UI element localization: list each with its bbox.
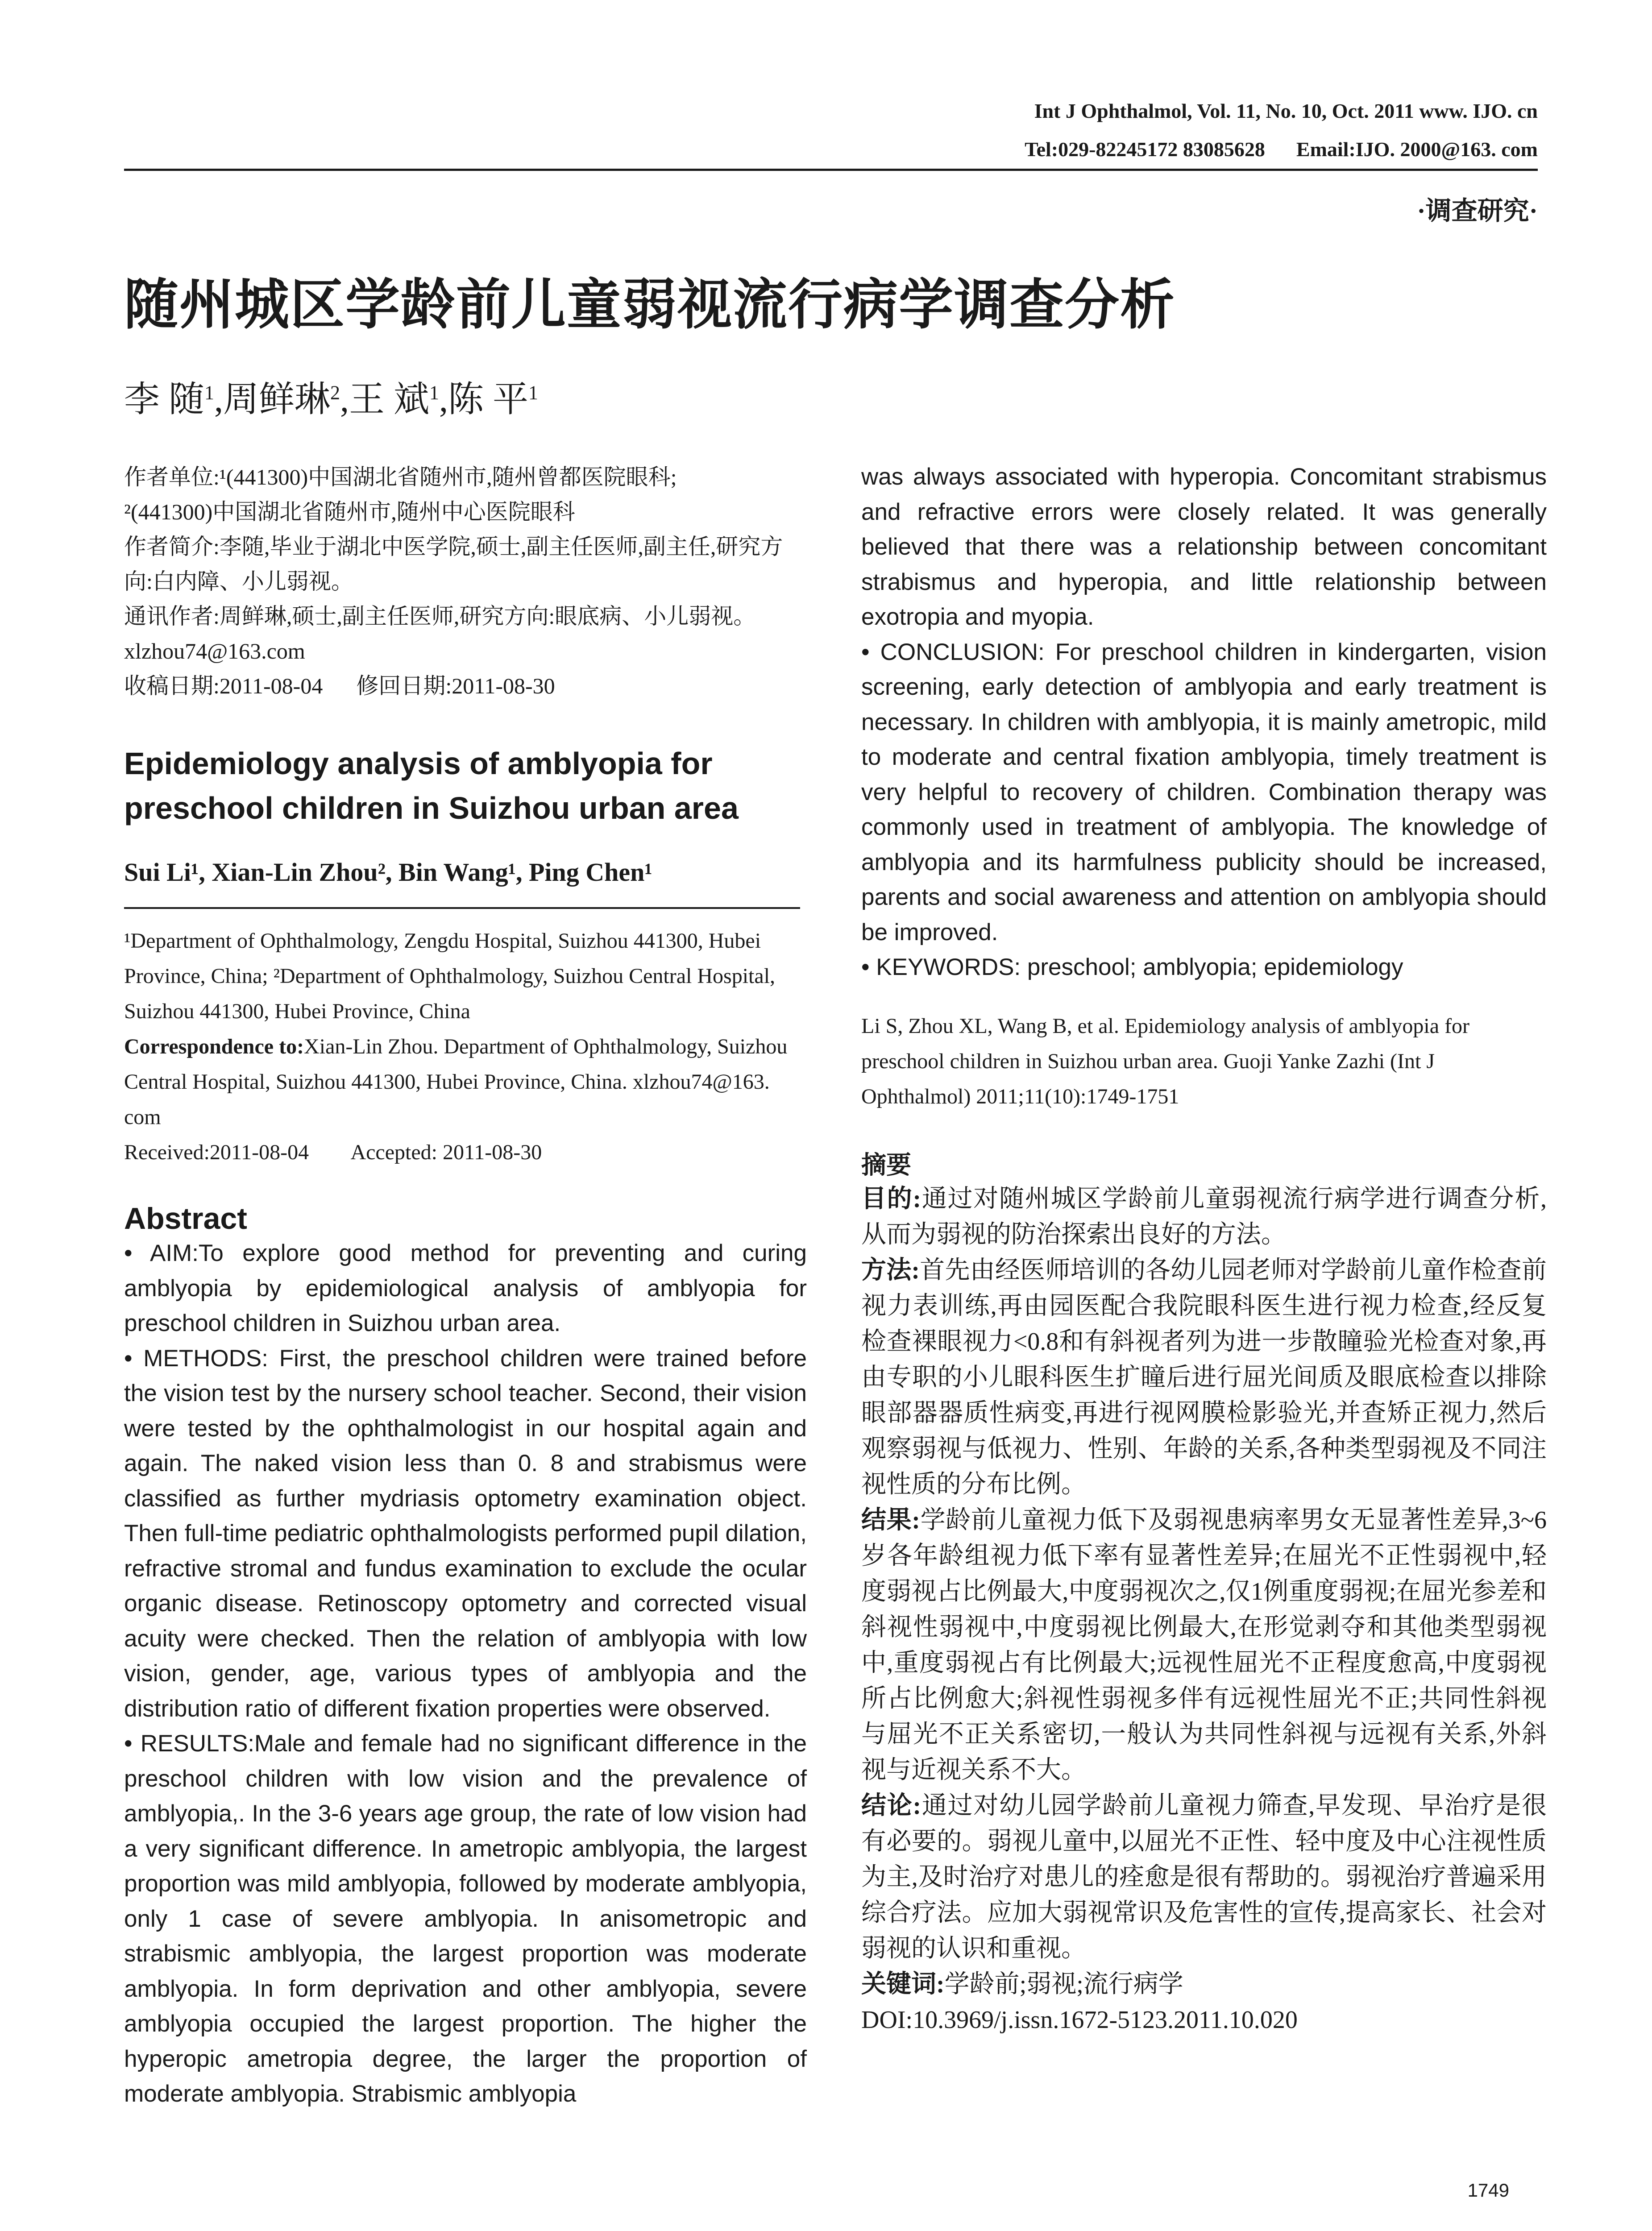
- page-number: 1749: [1467, 2180, 1509, 2201]
- authors-zh: 李 随$^1$,周鲜琳$^2$,王 斌$^1$,陈 平$^1$: [124, 380, 538, 419]
- abstract-zh-results: 结果:学龄前儿童视力低下及弱视患病率男女无显著性差异,3~6岁各年龄组视力低下率有显著性差异;在屈光不正性弱视中,轻度弱视占比例最大,中度弱视次之,仅1例重度弱视;在屈光参差和斜视性弱视中,中度弱视比例最大,在形觉剥夺和其他类型弱视中,重度弱视占有比例最大;远视性屈光不正程度愈高,中度弱视所占比例愈大;斜视性弱视多伴有远视性屈光不正;共同性斜视与屈光不正关系密切,一般认为共同性斜视与远视有关系,外斜视与近视关系不大。: [861, 1506, 1547, 1784]
- author-sup: 1: [528, 382, 538, 404]
- abstract-results-cont: was always associated with hyperopia. Concomitant strabismus and refractive errors were closely related. It was generally believed that there was a relationship between concomitant strabismus and hyperopia, and little relationship between exotropia and myopia.: [861, 464, 1547, 630]
- journal-contact: [1025, 137, 1538, 161]
- abstract-keywords: • KEYWORDS: preschool; amblyopia; epidemiology: [861, 954, 1403, 980]
- dates-zh: 收稿日期:2011-08-04 修回日期:2011-08-30: [124, 673, 555, 698]
- abstract-zh-aim-label: 目的:: [861, 1185, 921, 1213]
- citation: Li S, Zhou XL, Wang B, et al. Epidemiology analysis of amblyopia for preschool children in Suizhou urban area. Guoji Yanke Zazhi (Int J Ophthalmol) 2011;11(10):1749-1751: [861, 1014, 1470, 1108]
- left-column: [124, 460, 807, 2112]
- journal-email: Email:IJO. 2000@163. com: [1296, 138, 1538, 161]
- doi: DOI:10.3969/j.issn.1672-5123.2011.10.020: [861, 2006, 1298, 2034]
- correspondence-label: Correspondence to:: [124, 1035, 304, 1058]
- abstract-body-left: [124, 1236, 807, 2112]
- article-title-en: Epidemiology analysis of amblyopia for preschool children in Suizhou urban area: [124, 746, 739, 825]
- correspondence-en: [124, 1029, 807, 1135]
- author-sup: 2: [330, 382, 340, 404]
- abstract-zh-keywords: 关键词:学龄前;弱视;流行病学: [861, 1970, 1183, 1998]
- affiliation-zh-2: ²(441300)中国湖北省随州市,随州中心医院眼科: [124, 499, 575, 524]
- journal-phone: Tel:029-82245172 83085628: [1025, 138, 1265, 161]
- abstract-results: • RESULTS:Male and female had no significant difference in the preschool children with low vision and the prevalence of amblyopia,. In the 3-6 years age group, the rate of low vision had a very significant difference. In ametropic amblyopia, the largest proportion was mild amblyopia, followed by moderate amblyopia, only 1 case of severe amblyopia. In anisometropic and strabismic amblyopia, the largest proportion was moderate amblyopia. In form deprivation and other amblyopia, severe amblyopia occupied the largest proportion. The higher the hyperopic ametropia degree, the larger the proportion of moderate amblyopia. Strabismic amblyopia: [124, 1730, 807, 2107]
- abstract-conclusion: • CONCLUSION: For preschool children in kindergarten, vision screening, early detection of amblyopia and early treatment is necessary. In children with amblyopia, it is mainly ametropic, mild to moderate and central fixation amblyopia, timely treatment is very helpful to recovery of children. Combination therapy was commonly used in treatment of amblyopia. The knowledge of amblyopia and its harmfulness publicity should be increased, parents and social awareness and attention on amblyopia should be improved.: [861, 639, 1547, 945]
- abstract-zh-methods-label: 方法:: [861, 1256, 920, 1284]
- author-zh: 周鲜琳: [223, 380, 330, 419]
- abstract-zh-methods: 方法:首先由经医师培训的各幼儿园老师对学龄前儿童作检查前视力表训练,再由园医配合我院眼科医生进行视力检查,经反复检查裸眼视力<0.8和有斜视者列为进一步散瞳验光检查对象,再由专职的小儿眼科医生扩瞳后进行屈光间质及眼底检查以排除眼部器器质性病变,再进行视网膜检影验光,并查矫正视力,然后观察弱视与低视力、性别、年龄的关系,各种类型弱视及不同注视性质的分布比例。: [861, 1256, 1547, 1498]
- received-dates: Received:2011-08-04 Accepted: 2011-08-30: [124, 1140, 542, 1164]
- abstract-zh-heading: 摘要: [861, 1151, 911, 1179]
- affiliation-zh-1: 作者单位:¹(441300)中国湖北省随州市,随州曾都医院眼科;: [124, 464, 677, 489]
- abstract-aim: • AIM:To explore good method for preventing and curing amblyopia by epidemiological analysis of amblyopia for preschool children in Suizhou urban area.: [124, 1240, 807, 1336]
- header-rule: [124, 169, 1538, 171]
- authors-en: Sui Li¹, Xian-Lin Zhou², Bin Wang¹, Ping Chen¹: [124, 858, 652, 887]
- author-sup: 1: [429, 382, 439, 404]
- affiliation-en-text: ¹Department of Ophthalmology, Zengdu Hospital, Suizhou 441300, Hubei Province, China; ²Department of Ophthalmology, Suizhou Central Hospital, Suizhou 441300, Hubei Province, China: [124, 929, 776, 1023]
- abstract-zh-results-label: 结果:: [861, 1506, 920, 1534]
- affiliation-en: [124, 923, 807, 1170]
- author-bio-zh: 作者简介:李随,毕业于湖北中医学院,硕士,副主任医师,副主任,研究方向:白内障、小儿弱视。: [124, 534, 783, 594]
- corresponding-author-zh: 通讯作者:周鲜琳,硕士,副主任医师,研究方向:眼底病、小儿弱视。xlzhou74@163.com: [124, 604, 756, 663]
- abstract-zh-conclusion: 结论:通过对幼儿园学龄前儿童视力筛查,早发现、早治疗是很有必要的。弱视儿童中,以屈光不正性、轻中度及中心注视性质为主,及时治疗对患儿的痊愈是很有帮助的。弱视治疗普遍采用综合疗法。应加大弱视常识及危害性的宣传,提高家长、社会对弱视的认识和重视。: [861, 1791, 1547, 1962]
- abstract-heading: Abstract: [124, 1202, 247, 1236]
- abstract-zh-aim: 目的:通过对随州城区学龄前儿童弱视流行病学进行调查分析,从而为弱视的防治探索出良好的方法。: [861, 1185, 1547, 1248]
- abstract-zh-conclusion-label: 结论:: [861, 1791, 921, 1820]
- abstract-zh-body: [861, 1181, 1547, 2038]
- correspondence-text: Xian-Lin Zhou. Department of Ophthalmology, Suizhou Central Hospital, Suizhou 441300, Hubei Province, China. xlzhou74@163. com: [124, 1035, 788, 1129]
- authors-rule: [124, 907, 800, 909]
- article-title-zh: 随州城区学龄前儿童弱视流行病学调查分析: [124, 275, 1175, 336]
- author-zh: 王 斌: [349, 380, 429, 419]
- author-info-zh: [124, 460, 807, 703]
- abstract-zh-keywords-label: 关键词:: [861, 1970, 945, 1998]
- section-tag: ·调查研究·: [1417, 196, 1538, 225]
- abstract-body-right: [861, 460, 1547, 985]
- author-zh: 陈 平: [448, 380, 528, 419]
- author-sup: 1: [204, 382, 214, 404]
- journal-header: Int J Ophthalmol, Vol. 11, No. 10, Oct. 2011 www. IJO. cn: [1034, 100, 1538, 122]
- author-zh: 李 随: [124, 380, 204, 419]
- abstract-methods: • METHODS: First, the preschool children were trained before the vision test by the nursery school teacher. Second, their vision were tested by the ophthalmologist in our hospital again and again. The naked vision less than 0. 8 and strabismus were classified as further mydriasis optometry examination object. Then full-time pediatric ophthalmologists performed pupil dilation, refractive stromal and fundus examination to exclude the ocular organic disease. Retinoscopy optometry and corrected visual acuity were checked. Then the relation of amblyopia with low vision, gender, age, various types of amblyopia and the distribution ratio of different fixation properties were observed.: [124, 1345, 807, 1722]
- right-column: [861, 460, 1547, 2038]
